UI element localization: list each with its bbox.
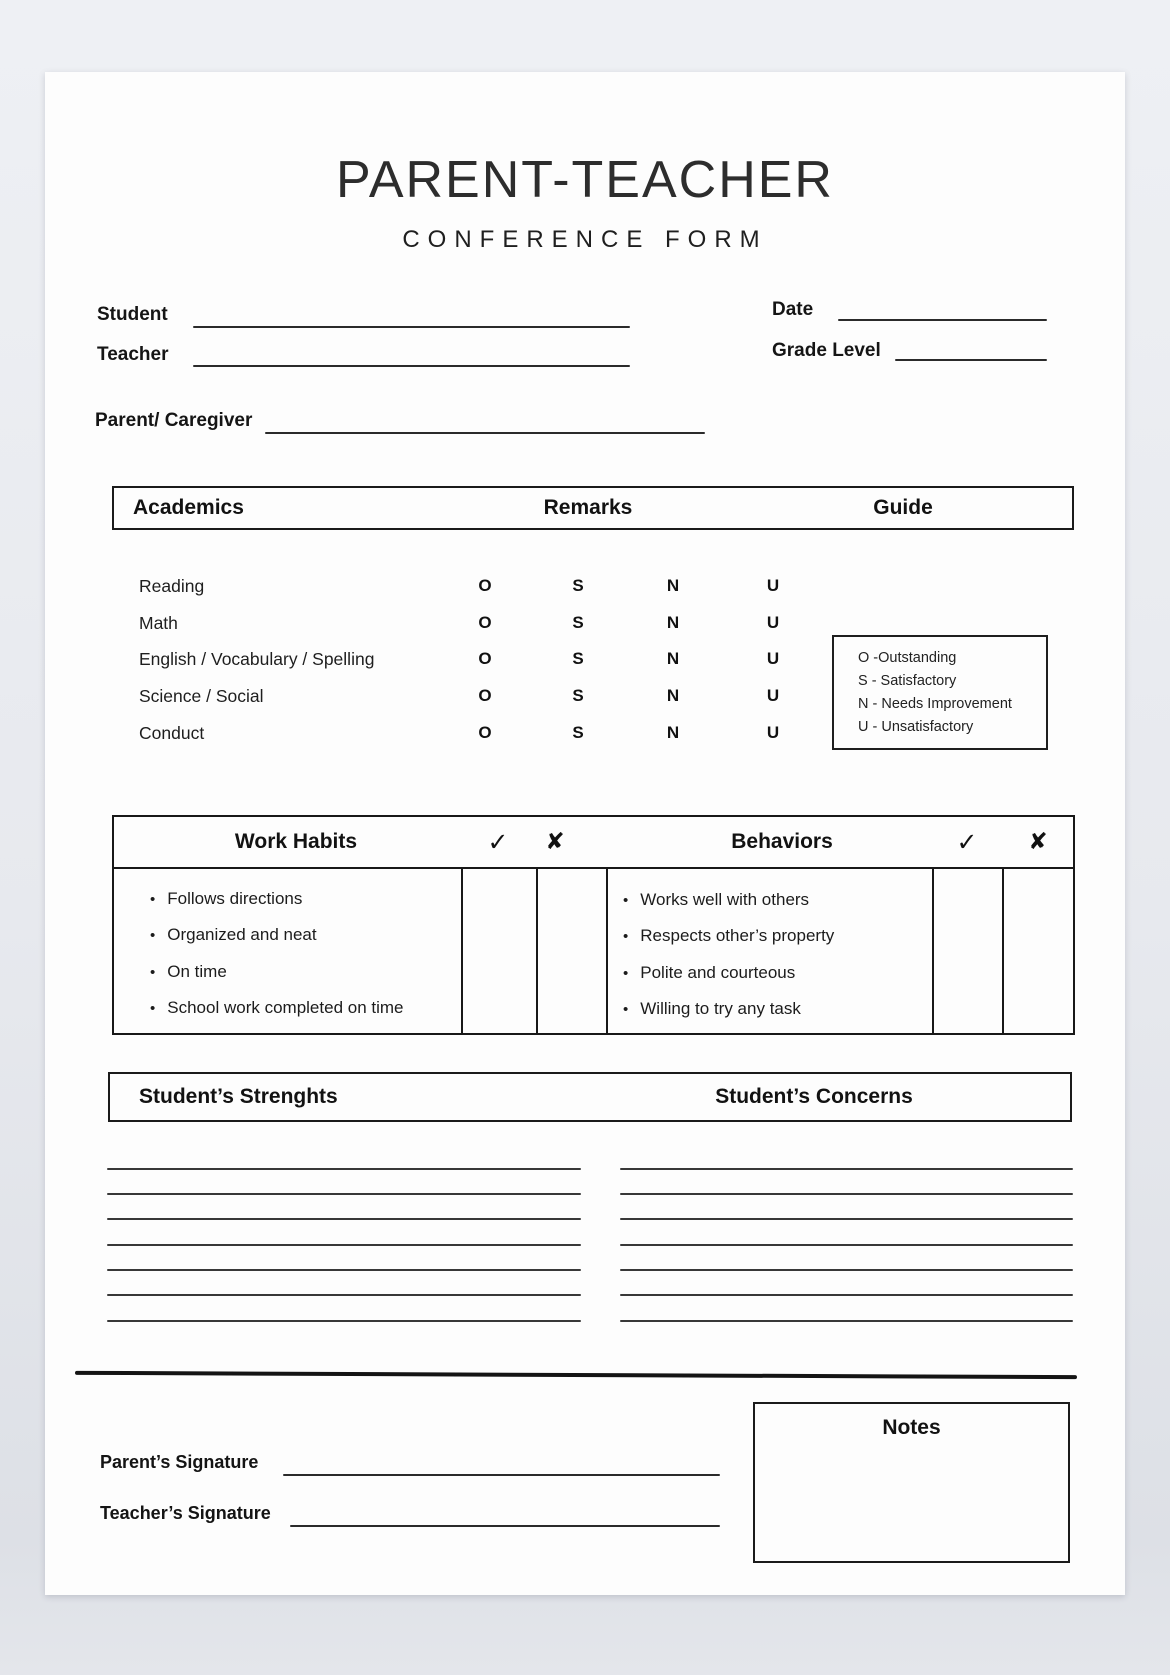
behavior-item: • Respects other’s property <box>623 926 834 946</box>
teacher-label: Teacher <box>97 344 169 365</box>
writing-line[interactable] <box>620 1244 1073 1246</box>
x-icon: ✘ <box>1028 829 1048 855</box>
writing-line[interactable] <box>620 1320 1073 1322</box>
check-icon: ✓ <box>487 827 509 857</box>
remarks-title: Remarks <box>543 496 633 519</box>
work-habit-item: • On time <box>150 962 227 982</box>
writing-line[interactable] <box>107 1218 581 1220</box>
remark-option-n[interactable]: N <box>666 686 680 705</box>
teacher-input-line[interactable] <box>193 365 630 367</box>
remark-option-s[interactable]: S <box>572 613 584 632</box>
remark-option-s[interactable]: S <box>572 649 584 668</box>
strengths-title: Student’s Strenghts <box>139 1085 338 1108</box>
writing-line[interactable] <box>107 1168 581 1170</box>
remark-option-o[interactable]: O <box>478 723 492 742</box>
check-icon: ✓ <box>956 827 978 857</box>
academics-title: Academics <box>133 496 244 519</box>
writing-line[interactable] <box>620 1218 1073 1220</box>
behavior-item: • Willing to try any task <box>623 999 801 1019</box>
writing-line[interactable] <box>107 1269 581 1271</box>
writing-line[interactable] <box>107 1244 581 1246</box>
parent-caregiver-input-line[interactable] <box>265 432 705 434</box>
writing-line[interactable] <box>620 1193 1073 1195</box>
remark-option-o[interactable]: O <box>478 686 492 705</box>
grade-level-input-line[interactable] <box>895 359 1047 361</box>
subject-label: English / Vocabulary / Spelling <box>139 649 375 669</box>
writing-line[interactable] <box>107 1193 581 1195</box>
academic-row <box>0 576 1170 600</box>
x-icon: ✘ <box>545 829 565 855</box>
habits-behaviors-header <box>114 817 1073 869</box>
guide-title: Guide <box>873 496 933 519</box>
work-habit-item: • Organized and neat <box>150 925 317 945</box>
form-subtitle: CONFERENCE FORM <box>402 226 768 253</box>
remark-option-n[interactable]: N <box>666 576 680 595</box>
academics-header-box <box>112 486 1074 530</box>
notes-title: Notes <box>882 1416 941 1439</box>
table-divider <box>461 869 463 1033</box>
behaviors-title: Behaviors <box>731 830 833 853</box>
behavior-item: • Works well with others <box>623 890 809 910</box>
table-divider <box>536 869 538 1033</box>
teacher-signature-line[interactable] <box>290 1525 720 1527</box>
remark-option-o[interactable]: O <box>478 576 492 595</box>
strengths-concerns-header-box <box>108 1072 1072 1122</box>
remark-option-s[interactable]: S <box>572 686 584 705</box>
work-habits-title: Work Habits <box>234 830 358 853</box>
date-input-line[interactable] <box>838 319 1047 321</box>
academic-row <box>0 613 1170 637</box>
table-divider <box>932 869 934 1033</box>
guide-legend-box <box>832 635 1048 750</box>
writing-line[interactable] <box>107 1320 581 1322</box>
parent-signature-line[interactable] <box>283 1474 720 1476</box>
remark-option-n[interactable]: N <box>666 649 680 668</box>
remark-option-n[interactable]: N <box>666 723 680 742</box>
remark-option-n[interactable]: N <box>666 613 680 632</box>
guide-legend-item: O -Outstanding <box>858 650 957 666</box>
student-input-line[interactable] <box>193 326 630 328</box>
guide-legend-item: S - Satisfactory <box>858 673 957 689</box>
table-divider <box>606 869 608 1033</box>
subject-label: Reading <box>139 576 205 596</box>
notes-box[interactable] <box>753 1402 1070 1563</box>
habits-behaviors-table <box>112 815 1075 1035</box>
writing-line[interactable] <box>620 1168 1073 1170</box>
behavior-item: • Polite and courteous <box>623 963 795 983</box>
remark-option-u[interactable]: U <box>766 686 780 705</box>
subject-label: Conduct <box>139 723 205 743</box>
remark-option-u[interactable]: U <box>766 649 780 668</box>
subject-label: Math <box>139 613 178 633</box>
grade-level-label: Grade Level <box>772 340 881 361</box>
form-title: PARENT-TEACHER <box>336 151 834 209</box>
subject-label: Science / Social <box>139 686 264 706</box>
work-habit-item: • School work completed on time <box>150 998 404 1018</box>
remark-option-u[interactable]: U <box>766 576 780 595</box>
teacher-signature-label: Teacher’s Signature <box>100 1503 271 1523</box>
parent-signature-label: Parent’s Signature <box>100 1452 259 1472</box>
remark-option-u[interactable]: U <box>766 723 780 742</box>
remark-option-s[interactable]: S <box>572 723 584 742</box>
remark-option-s[interactable]: S <box>572 576 584 595</box>
guide-legend-item: U - Unsatisfactory <box>858 719 974 735</box>
work-habit-item: • Follows directions <box>150 889 302 909</box>
writing-line[interactable] <box>620 1294 1073 1296</box>
guide-legend-item: N - Needs Improvement <box>858 696 1012 712</box>
date-label: Date <box>772 299 814 320</box>
remark-option-o[interactable]: O <box>478 649 492 668</box>
student-label: Student <box>97 304 168 325</box>
writing-line[interactable] <box>620 1269 1073 1271</box>
concerns-title: Student’s Concerns <box>715 1085 913 1108</box>
remark-option-u[interactable]: U <box>766 613 780 632</box>
writing-line[interactable] <box>107 1294 581 1296</box>
table-divider <box>1002 869 1004 1033</box>
remark-option-o[interactable]: O <box>478 613 492 632</box>
parent-caregiver-label: Parent/ Caregiver <box>95 410 253 431</box>
